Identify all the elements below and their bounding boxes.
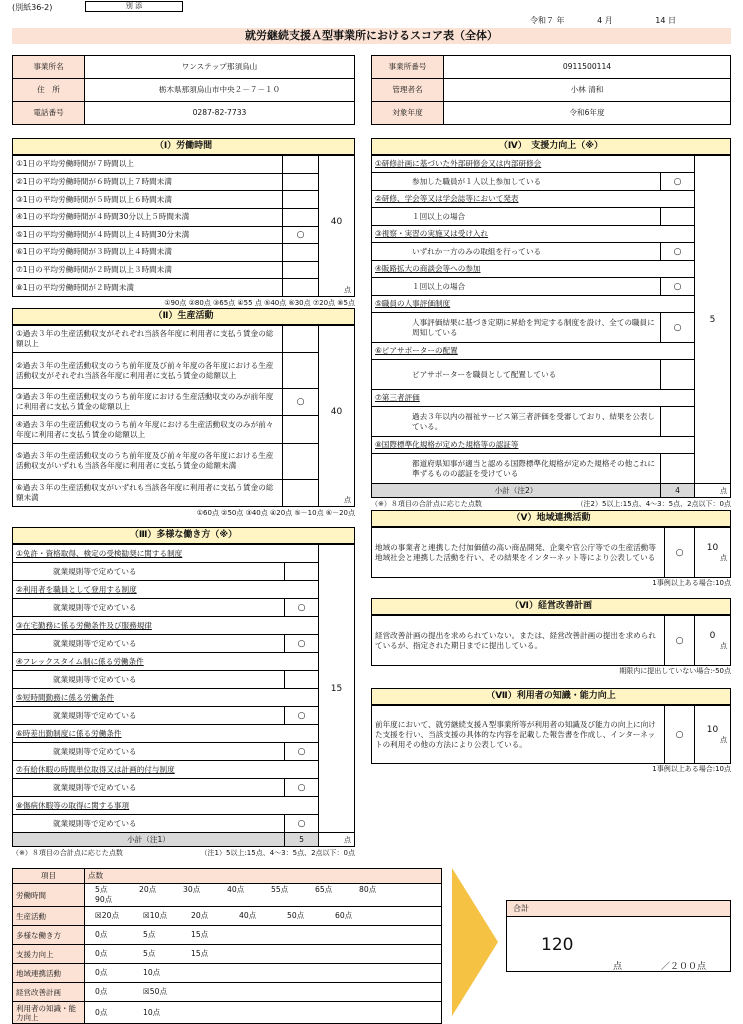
item-label: ②過去３年の生産活動収支のうち前年度及び前々年度の各年度における生産活動収支がそれぞれ当該各年度に利用者に支払う賃金の総額以上 (13, 353, 283, 389)
list-item-head (13, 653, 355, 671)
info-label: 住 所 (13, 79, 85, 102)
summary-value: 55点 (271, 885, 289, 894)
item-sub: 過去３年以内の福祉サービス第三者評価を受審しており、結果を公表している。 (372, 407, 661, 437)
summary-row (13, 1002, 442, 1024)
list-item-head (372, 261, 731, 278)
total-value: 120 (541, 935, 574, 955)
list-item (13, 244, 355, 262)
unit: 点 (344, 496, 351, 504)
summary-row (13, 926, 442, 945)
section-knowledge (371, 688, 731, 774)
info-right (371, 55, 731, 125)
list-item-head (372, 390, 731, 407)
check-mark (283, 261, 319, 279)
list-item-sub (372, 208, 731, 226)
total-label: 合計 (507, 901, 730, 917)
check-mark: ○ (285, 635, 319, 653)
section-score: 5 (709, 314, 716, 325)
summary-head-score: 点数 (85, 869, 442, 884)
summary-label: 利用者の知識・能力向上 (13, 1002, 85, 1024)
item-head: ⑤短時間勤務に係る労働条件 (13, 689, 319, 707)
item-head: ②研修、学会等又は学会誌等において発表 (372, 191, 695, 208)
list-item-head (372, 191, 731, 208)
summary-value: 10点 (143, 968, 161, 977)
check-mark: ○ (285, 779, 319, 797)
item-sub: １回以上の場合 (372, 208, 661, 226)
item-head: ④販路拡大の商談会等への参加 (372, 261, 695, 278)
list-item-sub (372, 243, 731, 261)
check-mark (285, 671, 319, 689)
item-head: ⑦第三者評価 (372, 390, 695, 407)
summary-value: 50点 (287, 911, 305, 920)
info-row (13, 102, 355, 125)
item-label: ⑧1日の平均労働時間が２時間未満 (13, 279, 283, 297)
list-item-sub (13, 599, 355, 617)
check-mark: ○ (665, 706, 695, 764)
subtotal-value: 4 (661, 484, 695, 498)
item-head: ⑦有給休暇の時間単位取得又は計画的付与制度 (13, 761, 319, 779)
info-label: 事業所名 (13, 56, 85, 79)
check-mark (283, 208, 319, 226)
item-sub: 人事評価結果に基づき定期に昇給を判定する制度を設け、全ての職員に周知している (372, 313, 661, 343)
check-mark (285, 563, 319, 581)
section-score-cell (319, 156, 355, 297)
list-item-sub (13, 635, 355, 653)
summary-value: ☒10点 (143, 911, 168, 920)
list-item-head (13, 725, 355, 743)
check-mark (661, 208, 695, 226)
summary-value: 80点 (359, 885, 377, 894)
summary-values (85, 945, 442, 964)
check-mark: ○ (285, 815, 319, 833)
section-title: （Ⅴ）地域連携活動 (371, 510, 731, 527)
item-sub: ピアサポーターを職員として配置している (372, 360, 661, 390)
list-item (13, 191, 355, 209)
summary-label: 地域連携活動 (13, 964, 85, 983)
summary-values (85, 884, 442, 907)
info-row (372, 79, 731, 102)
note-1: （※）８項目の合計点に応じた点数 (12, 849, 123, 857)
summary-values (85, 983, 442, 1002)
section-text: 前年度において、就労継続支援Ａ型事業所等が利用者の知識及び能力の向上に向けた支援を行い、当該支援の具体的な内容を記載した報告書を作成し、インターネットの利用その他の方法により公表している。 (372, 706, 665, 764)
summary-value: 5点 (143, 930, 156, 939)
section-text: 経営改善計画の提出を求められていない。または、経営改善計画の提出を求められているが、指定された期日までに提出している。 (372, 616, 665, 666)
section-score: 0 (709, 630, 716, 641)
item-sub: 就業規則等で定めている (13, 779, 285, 797)
total-max: ／２００点 (661, 962, 707, 972)
total-box (506, 900, 731, 972)
list-item-head (372, 226, 731, 243)
section-title: （Ⅰ）労働時間 (12, 138, 355, 155)
info-label: 対象年度 (372, 102, 444, 125)
summary-row (13, 964, 442, 983)
summary-table (12, 868, 442, 1024)
list-item (13, 353, 355, 389)
section-production (12, 308, 355, 518)
item-head: ②利用者を職員として登用する制度 (13, 581, 319, 599)
item-label: ②1日の平均労働時間が６時間以上７時間未満 (13, 173, 283, 191)
section-score-cell (319, 326, 355, 507)
subtotal-row (372, 484, 731, 498)
section-note: 期限内に提出していない場合:-50点 (619, 667, 731, 675)
check-mark (283, 244, 319, 262)
item-label: ⑥過去３年の生産活動収支がいずれも当該各年度に利用者に支払う賃金の総額未満 (13, 479, 283, 506)
section-labor-hours (12, 138, 355, 308)
summary-value: 90点 (95, 895, 113, 904)
subtotal-row (13, 833, 355, 847)
summary-value: 10点 (143, 1007, 161, 1017)
summary-values (85, 907, 442, 926)
item-sub: 就業規則等で定めている (13, 635, 285, 653)
list-item-head (372, 343, 731, 360)
summary-values (85, 1002, 442, 1024)
section-score: 40 (330, 407, 343, 417)
list-item (13, 226, 355, 244)
list-item (13, 416, 355, 443)
item-head: ①免許・資格取得、検定の受検勧奨に関する制度 (13, 545, 319, 563)
item-label: ⑤過去３年の生産活動収支のうち前年度及び前々年度の各年度における生産活動収支がいずれも当該各年度に利用者に支払う賃金の総額未満 (13, 443, 283, 479)
list-item-sub (372, 278, 731, 296)
item-sub: いずれか一方のみの取組を行っている (372, 243, 661, 261)
list-item-sub (372, 454, 731, 484)
item-sub: 参加した職員が１人以上参加している (372, 173, 661, 191)
unit: 点 (720, 735, 727, 744)
check-mark (283, 416, 319, 443)
list-item-sub (13, 815, 355, 833)
check-mark: ○ (661, 313, 695, 343)
summary-label: 支援力向上 (13, 945, 85, 964)
list-item-sub (372, 360, 731, 390)
list-item (13, 261, 355, 279)
section-note: 1事例以上ある場合:10点 (652, 579, 731, 587)
check-mark (661, 407, 695, 437)
list-item-sub (13, 563, 355, 581)
date: 令和７ 年 4 月 14 日 (530, 16, 677, 25)
info-value: 栃木県那須烏山市中央２－７－１０ (85, 79, 355, 102)
summary-value: 0点 (95, 930, 108, 939)
summary-row (13, 907, 442, 926)
info-left (12, 55, 355, 125)
list-item (13, 326, 355, 353)
list-item-sub (372, 173, 731, 191)
summary-value: ☒20点 (95, 911, 120, 920)
section-title: （Ⅶ）利用者の知識・能力向上 (371, 688, 731, 705)
summary-label: 経営改善計画 (13, 983, 85, 1002)
list-item (13, 173, 355, 191)
section-score-cell (695, 156, 731, 484)
item-sub: 就業規則等で定めている (13, 599, 285, 617)
list-item-head (13, 797, 355, 815)
note-2: （注1）5以上:15点、4～3：5点、2点以下：0点 (200, 849, 355, 857)
summary-value: 0点 (95, 1007, 108, 1017)
section-title: （Ⅱ）生産活動 (12, 308, 355, 325)
summary-header (13, 869, 442, 884)
check-mark (283, 479, 319, 506)
summary-value: 0点 (95, 968, 108, 977)
list-item-head (13, 689, 355, 707)
summary-value: 5点 (143, 949, 156, 958)
check-mark: ○ (285, 743, 319, 761)
info-value: 令和6年度 (444, 102, 731, 125)
arrow-icon (452, 868, 500, 1016)
check-mark (283, 191, 319, 209)
item-head: ⑥時差出勤制度に係る労働条件 (13, 725, 319, 743)
list-item-head (13, 581, 355, 599)
summary-value: 30点 (183, 885, 201, 894)
section-score-cell (319, 545, 355, 833)
item-label: ①1日の平均労働時間が７時間以上 (13, 156, 283, 174)
summary-row (13, 884, 442, 907)
list-item-sub (13, 671, 355, 689)
item-label: ⑥1日の平均労働時間が３時間以上４時間未満 (13, 244, 283, 262)
list-item (13, 156, 355, 174)
item-sub: 就業規則等で定めている (13, 563, 285, 581)
unit: 点 (695, 484, 731, 498)
section-community (371, 510, 731, 588)
summary-value: 15点 (191, 949, 209, 958)
unit: 点 (319, 833, 355, 847)
check-mark: ○ (283, 389, 319, 416)
check-mark: ○ (285, 599, 319, 617)
check-mark (283, 156, 319, 174)
summary-values (85, 926, 442, 945)
info-row (372, 56, 731, 79)
item-head: ⑥ピアサポーターの配置 (372, 343, 695, 360)
section-support (371, 138, 731, 509)
list-item-head (13, 761, 355, 779)
check-mark (661, 454, 695, 484)
summary-row (13, 945, 442, 964)
section-note: ①90点 ②80点 ③65点 ④55 点 ⑤40点 ⑥30点 ⑦20点 ⑧5点 (164, 299, 355, 307)
list-item-sub (372, 407, 731, 437)
info-label: 事業所番号 (372, 56, 444, 79)
page-title: 就労継続支援Ａ型事業所におけるスコア表（全体） (12, 28, 731, 44)
list-item-sub (13, 707, 355, 725)
summary-value: 60点 (335, 911, 353, 920)
item-head: ①研修計画に基づいた外部研修会又は内部研修会 (372, 156, 695, 173)
summary-value: 65点 (315, 885, 333, 894)
summary-value: 5点 (95, 885, 108, 894)
item-head: ⑤職員の人事評価制度 (372, 296, 695, 313)
note-2: （注2）5以上:15点、4～3：5点、2点以下：0点 (576, 500, 731, 508)
section-text: 地域の事業者と連携した付加価値の高い商品開発、企業や官公庁等での生産活動等地域社会と連携した活動を行い、その結果をインターネット等により公表している (372, 528, 665, 578)
summary-label: 生産活動 (13, 907, 85, 926)
item-sub: 就業規則等で定めている (13, 743, 285, 761)
item-sub: 就業規則等で定めている (13, 671, 285, 689)
item-label: ④1日の平均労働時間が４時間30分以上５時間未満 (13, 208, 283, 226)
summary-values (85, 964, 442, 983)
section-title: （Ⅳ） 支援力向上（※） (371, 138, 731, 155)
attachment-label: 別 添 (85, 1, 183, 12)
info-value: 0911500114 (444, 56, 731, 79)
summary-row (13, 983, 442, 1002)
list-item-head (13, 617, 355, 635)
list-item-head (372, 156, 731, 173)
total-unit: 点 (613, 962, 623, 972)
summary-value: 20点 (139, 885, 157, 894)
subtotal-label: 小計（注2） (372, 484, 661, 498)
info-label: 電話番号 (13, 102, 85, 125)
check-mark (283, 279, 319, 297)
check-mark: ○ (661, 278, 695, 296)
check-mark: ○ (665, 528, 695, 578)
item-label: ⑦1日の平均労働時間が２時間以上３時間未満 (13, 261, 283, 279)
section-title: （Ⅵ）経営改善計画 (371, 598, 731, 615)
item-label: ③過去３年の生産活動収支のうち前年度における生産活動収支のみが前年度に利用者に支払う賃金の総額以上 (13, 389, 283, 416)
check-mark: ○ (285, 707, 319, 725)
item-sub: １回以上の場合 (372, 278, 661, 296)
item-label: ④過去３年の生産活動収支のうち前々年度における生産活動収支のみが前々年度に利用者に支払う賃金の総額以上 (13, 416, 283, 443)
item-head: ④フレックスタイム制に係る労働条件 (13, 653, 319, 671)
check-mark (283, 326, 319, 353)
subtotal-value: 5 (285, 833, 319, 847)
summary-value: ☒50点 (143, 987, 168, 996)
summary-value: 0点 (95, 949, 108, 958)
check-mark (283, 173, 319, 191)
check-mark: ○ (661, 173, 695, 191)
summary-value: 20点 (191, 911, 209, 920)
item-label: ①過去３年の生産活動収支がそれぞれ当該各年度に利用者に支払う賃金の総額以上 (13, 326, 283, 353)
info-value: 小林 清和 (444, 79, 731, 102)
info-row (13, 79, 355, 102)
list-item-sub (372, 313, 731, 343)
item-head: ⑧国際標準化規格が定めた規格等の認証等 (372, 437, 695, 454)
section-score: 15 (330, 683, 343, 694)
summary-value: 40点 (227, 885, 245, 894)
check-mark (661, 360, 695, 390)
summary-label: 労働時間 (13, 884, 85, 907)
section-management (371, 598, 731, 676)
section-score: 10 (706, 542, 719, 553)
list-item (13, 208, 355, 226)
item-label: ⑤1日の平均労働時間が４時間以上４時間30分未満 (13, 226, 283, 244)
item-sub: 就業規則等で定めている (13, 815, 285, 833)
list-item-head (372, 296, 731, 313)
item-head: ③在宅勤務に係る労働条件及び服務規律 (13, 617, 319, 635)
section-note: ①60点 ②50点 ③40点 ④20点 ⑤－10点 ⑥－20点 (196, 509, 355, 517)
unit: 点 (720, 641, 727, 650)
section-title: （Ⅲ）多様な働き方（※） (12, 527, 355, 544)
check-mark (283, 353, 319, 389)
info-value: ワンステップ那須烏山 (85, 56, 355, 79)
list-item (13, 389, 355, 416)
check-mark: ○ (661, 243, 695, 261)
subtotal-label: 小計（注1） (13, 833, 285, 847)
check-mark: ○ (283, 226, 319, 244)
summary-head-item: 項目 (13, 869, 85, 884)
list-item (13, 443, 355, 479)
item-label: ③1日の平均労働時間が５時間以上６時間未満 (13, 191, 283, 209)
section-note: 1事例以上ある場合:10点 (652, 765, 731, 773)
summary-value: 40点 (239, 911, 257, 920)
check-mark: ○ (665, 616, 695, 666)
item-head: ③視察・実習の実施又は受け入れ (372, 226, 695, 243)
list-item (13, 479, 355, 506)
unit: 点 (720, 553, 727, 562)
list-item-head (13, 545, 355, 563)
list-item-sub (13, 743, 355, 761)
info-value: 0287-82-7733 (85, 102, 355, 125)
item-sub: 都道府県知事が適当と認める国際標準化規格が定めた規格その他これに準ずるものの認証を受けている (372, 454, 661, 484)
unit: 点 (344, 286, 351, 294)
item-head: ⑧傷病休暇等の取得に関する事項 (13, 797, 319, 815)
summary-label: 多様な働き方 (13, 926, 85, 945)
section-score: 40 (330, 217, 343, 227)
summary-value: 15点 (191, 930, 209, 939)
info-row (372, 102, 731, 125)
section-score: 10 (706, 724, 719, 735)
list-item-sub (13, 779, 355, 797)
form-id: (別紙36-2) (12, 3, 53, 12)
note-1: （※）８項目の合計点に応じた点数 (371, 500, 482, 508)
list-item-head (372, 437, 731, 454)
list-item (13, 279, 355, 297)
check-mark (283, 443, 319, 479)
section-diverse-work (12, 527, 355, 858)
info-row (13, 56, 355, 79)
info-label: 管理者名 (372, 79, 444, 102)
item-sub: 就業規則等で定めている (13, 707, 285, 725)
summary-value: 0点 (95, 987, 108, 996)
